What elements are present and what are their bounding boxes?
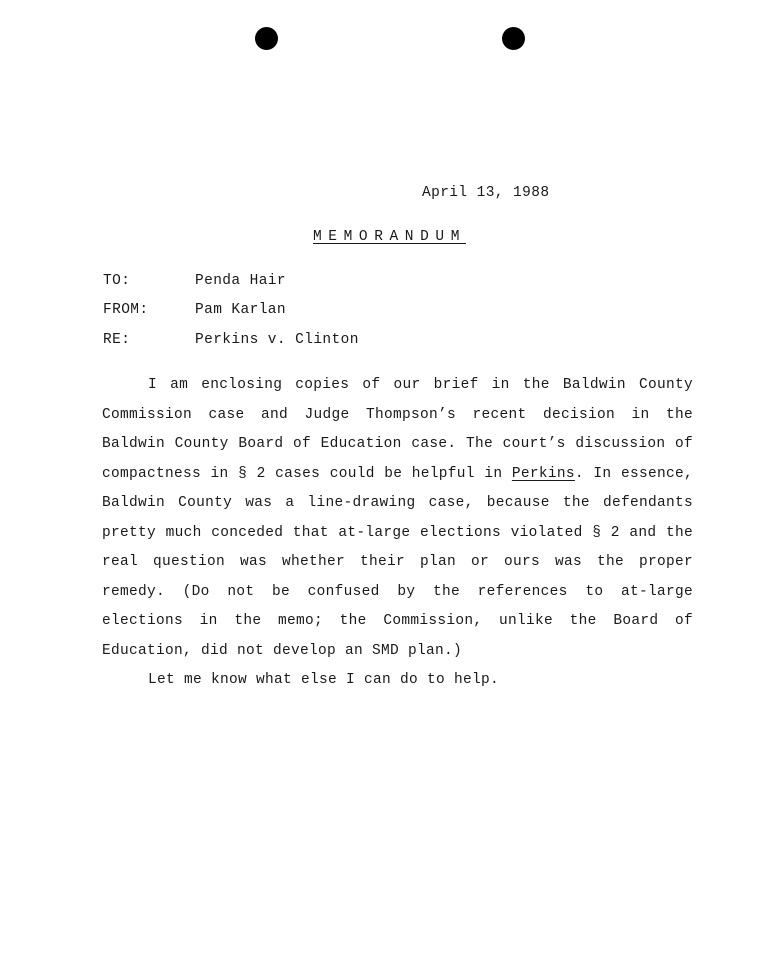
body-paragraph-2: Let me know what else I can do to help. — [148, 672, 500, 688]
memo-date: April 13, 1988 — [422, 185, 550, 201]
memo-to-row — [103, 273, 286, 289]
paragraph-1-text-start: I am enclosing copies of our brief in the Baldwin County Commission case and Judge Thompson’s recent decision in the Baldwin County Board of Education case. The court’s discussion of compactness in § 2 cases could be helpful in — [102, 377, 693, 482]
body-paragraph-1 — [102, 371, 693, 666]
punch-hole-right — [502, 27, 525, 50]
to-value: Penda Hair — [195, 273, 287, 289]
memo-re-row — [103, 332, 359, 348]
punch-hole-left — [255, 27, 278, 50]
memo-body — [102, 371, 693, 696]
from-value: Pam Karlan — [195, 302, 287, 318]
to-label: TO: — [103, 273, 131, 289]
memo-from-row — [103, 302, 286, 318]
re-label: RE: — [103, 332, 131, 348]
memo-title: MEMORANDUM — [313, 229, 467, 245]
case-name-perkins: Perkins — [511, 465, 575, 482]
paragraph-1-text-end: . In essence, Baldwin County was a line-drawing case, because the defendants pretty much conceded that at-large elections violated § 2 and the real question was whether their plan or ours was the proper remedy. (Do not be confused by the references to at-large elections in the memo; the Commission, unlike the Board of Education, did not develop an SMD plan.) — [102, 465, 693, 659]
from-label: FROM: — [103, 302, 149, 318]
re-value: Perkins v. Clinton — [195, 332, 359, 348]
